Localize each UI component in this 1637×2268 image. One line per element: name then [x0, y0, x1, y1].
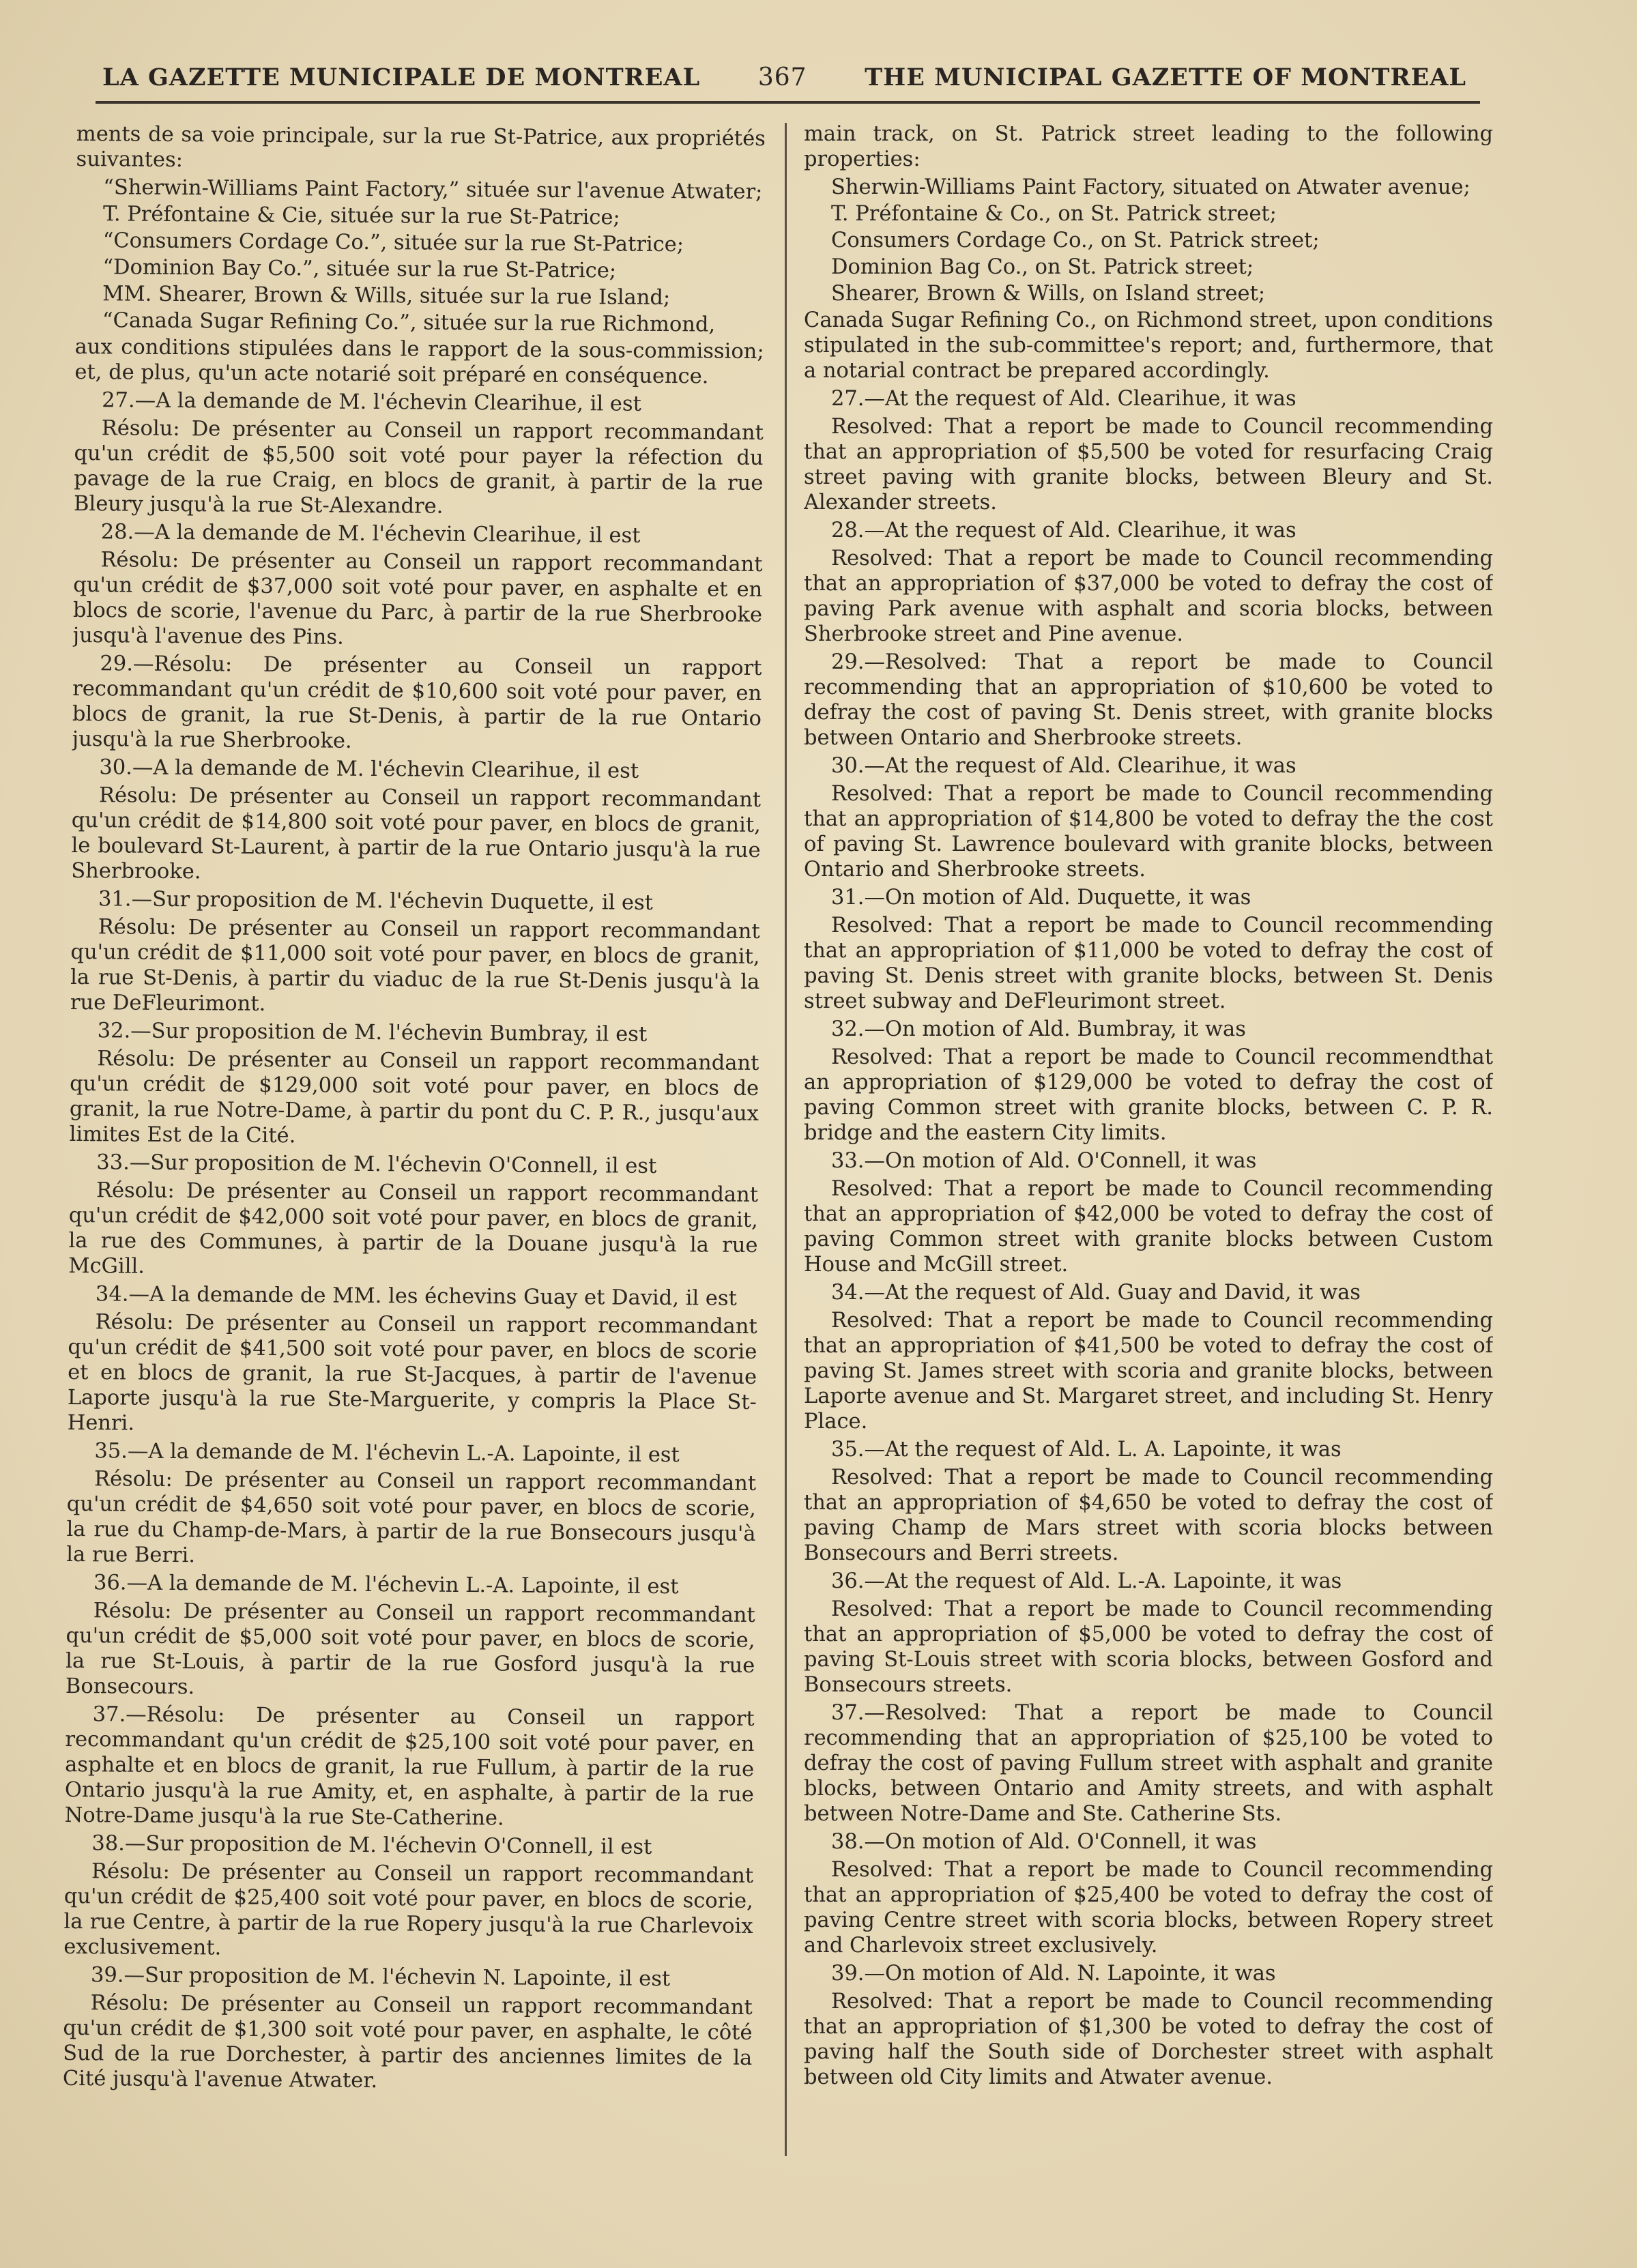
- paragraph: Résolu: De présenter au Conseil un rapport recommandant qu'un crédit de $11,000 soit voté pour paver, en blocs de granit, la rue St-Denis, à partir du viaduc de la rue St-Denis jusqu'à la rue DeFleurimont.: [70, 915, 760, 1016]
- paragraph: Shearer, Brown & Wills, on Island street;: [831, 282, 1266, 306]
- paragraph: Resolved: That a report be made to Council recommending that an appropriation of $41,500 be voted to defray the cost of paving St. James street with scoria and granite blocks, between Laporte avenue and St. Margaret street, and including St. Henry Place.: [804, 1309, 1493, 1434]
- paragraph: Résolu: De présenter au Conseil un rapport recommandant qu'un crédit de $129,000 soit voté pour paver, en blocs de granit, la rue Notre-Dame, à partir du pont du C. P. R., jusqu'aux limites Est de la Cité.: [69, 1047, 759, 1148]
- paragraph: aux conditions stipulées dans le rapport de la sous-commission; et, de plus, qu'un acte notarié soit préparé en conséquence.: [74, 334, 764, 389]
- page-header: [102, 56, 1466, 98]
- paragraph: “Canada Sugar Refining Co.”, située sur la rue Richmond,: [102, 308, 716, 337]
- paragraph: Sherwin-Williams Paint Factory, situated on Atwater avenue;: [831, 175, 1471, 199]
- paragraph: 36.—At the request of Ald. L.-A. Lapointe, it was: [831, 1569, 1342, 1593]
- header-right-title: THE MUNICIPAL GAZETTE OF MONTREAL: [865, 63, 1466, 91]
- paragraph: 37.—Resolved: That a report be made to Council recommending that an appropriation of $25,100 be voted to defray the cost of paving Fullum street with asphalt and granite blocks, between Ontario and Amity streets, and with asphalt between Notre-Dame and Ste. Catherine Sts.: [804, 1701, 1493, 1826]
- paragraph: Résolu: De présenter au Conseil un rapport recommandant qu'un crédit de $5,000 soit voté pour paver, en blocs de scorie, la rue St-Louis, à partir de la rue Gosford jusqu'à la rue Bonsecours.: [65, 1599, 755, 1700]
- paragraph: 38.—Sur proposition de M. l'échevin O'Connell, il est: [91, 1831, 652, 1859]
- paragraph: 29.—Résolu: De présenter au Conseil un rapport recommandant qu'un crédit de $10,600 soit voté pour paver, en blocs de granit, la rue St-Denis, à partir de la rue Ontario jusqu'à la rue Sherbrooke.: [72, 652, 762, 753]
- paragraph: “Dominion Bay Co.”, située sur la rue St-Patrice;: [102, 255, 617, 283]
- paragraph: 30.—A la demande de M. l'échevin Clearihue, il est: [99, 755, 639, 783]
- paragraph: Resolved: That a report be made to Council recommending that an appropriation of $5,500 be voted for resurfacing Craig street paving with granite blocks, between Bleury and St. Alexander streets.: [804, 415, 1493, 514]
- paragraph: Résolu: De présenter au Conseil un rapport recommandant qu'un crédit de $25,400 soit voté pour paver, en blocs de scorie, la rue Centre, à partir de la rue Ropery jusqu'à la rue Charlevoix exclusivement.: [63, 1859, 754, 1960]
- paragraph: T. Préfontaine & Cie, située sur la rue St-Patrice;: [102, 202, 620, 230]
- paragraph: 37.—Résolu: De présenter au Conseil un rapport recommandant qu'un crédit de $25,100 soit voté pour paver, en asphalte et en blocs de granit, la rue Fullum, à partir de la rue Ontario jusqu'à la rue Amity, et, en asphalte, à partir de la rue Notre-Dame jusqu'à la rue Ste-Catherine.: [64, 1702, 755, 1831]
- paragraph: 32.—Sur proposition de M. l'échevin Bumbray, il est: [97, 1019, 648, 1047]
- paragraph: “Sherwin-Williams Paint Factory,” située sur l'avenue Atwater;: [103, 175, 763, 205]
- paragraph: 39.—Sur proposition de M. l'échevin N. Lapointe, il est: [90, 1963, 671, 1992]
- paragraph: 30.—At the request of Ald. Clearihue, it was: [831, 754, 1296, 778]
- paragraph: 33.—On motion of Ald. O'Connell, it was: [831, 1149, 1257, 1173]
- paragraph: 35.—At the request of Ald. L. A. Lapointe, it was: [831, 1438, 1342, 1462]
- paragraph: Consumers Cordage Co., on St. Patrick street;: [831, 229, 1320, 252]
- paragraph: 39.—On motion of Ald. N. Lapointe, it was: [831, 1962, 1276, 1986]
- paragraph: Resolved: That a report be made to Council recommending that an appropriation of $42,000 be voted to defray the cost of paving Common street with granite blocks between Custom House and McGill street.: [804, 1177, 1493, 1277]
- french-column: [62, 121, 766, 2187]
- paragraph: Resolved: That a report be made to Council recommending that an appropriation of $4,650 be voted to defray the cost of paving Champ de Mars street with scoria blocks between Bonsecours and Berri streets.: [804, 1466, 1493, 1565]
- paragraph: Dominion Bag Co., on St. Patrick street;: [831, 255, 1254, 279]
- header-rule: [96, 101, 1480, 104]
- paragraph: 31.—On motion of Ald. Duquette, it was: [831, 886, 1251, 910]
- paragraph: Résolu: De présenter au Conseil un rapport recommandant qu'un crédit de $1,300 soit voté pour paver, en asphalte, le côté Sud de la rue Dorchester, à partir des anciennes limites de la Cité jusqu'à l'avenue Atwater.: [62, 1991, 753, 2093]
- paragraph: Résolu: De présenter au Conseil un rapport recommandant qu'un crédit de $4,650 soit voté pour paver, en blocs de scorie, la rue du Champ-de-Mars, à partir de la rue Bonsecours jusqu'à la rue Berri.: [66, 1467, 757, 1568]
- paragraph: Canada Sugar Refining Co., on Richmond street, upon conditions stipulated in the sub-committee's report; and, furthermore, that a notarial contract be prepared accordingly.: [804, 308, 1493, 383]
- paragraph: 36.—A la demande de M. l'échevin L.-A. Lapointe, il est: [93, 1571, 679, 1599]
- paragraph: 28.—A la demande de M. l'échevin Clearihue, il est: [100, 520, 641, 548]
- paragraph: “Consumers Cordage Co.”, située sur la rue St-Patrice;: [102, 229, 684, 257]
- paragraph: 33.—Sur proposition de M. l'échevin O'Connell, il est: [96, 1150, 657, 1178]
- paragraph: 31.—Sur proposition de M. l'échevin Duquette, il est: [98, 887, 654, 915]
- paragraph: Résolu: De présenter au Conseil un rapport recommandant qu'un crédit de $37,000 soit voté pour paver, en asphalte et en blocs de scorie, l'avenue du Parc, à partir de la rue Sherbrooke jusqu'à l'avenue des Pins.: [72, 548, 763, 650]
- paragraph: main track, on St. Patrick street leading to the following properties:: [804, 122, 1493, 171]
- paragraph: Resolved: That a report be made to Council recommending that an appropriation of $25,400 be voted to defray the cost of paving Centre street with scoria blocks, between Ropery street and Charlevoix street exclusively.: [804, 1858, 1493, 1958]
- english-column: [804, 121, 1493, 2182]
- paragraph: Résolu: De présenter au Conseil un rapport recommandant qu'un crédit de $5,500 soit voté pour payer la réfection du pavage de la rue Craig, en blocs de granit, à partir de la rue Bleury jusqu'à la rue St-Alexandre.: [73, 416, 764, 519]
- paragraph: 38.—On motion of Ald. O'Connell, it was: [831, 1830, 1257, 1854]
- paragraph: MM. Shearer, Brown & Wills, située sur la rue Island;: [102, 282, 671, 310]
- paragraph: Resolved: That a report be made to Council recommending that an appropriation of $14,800 be voted to defray the the cost of paving St. Lawrence boulevard with granite blocks, between Ontario and Sherbrooke streets.: [804, 782, 1493, 882]
- paragraph: 28.—At the request of Ald. Clearihue, it was: [831, 519, 1296, 542]
- paragraph: 35.—A la demande de M. l'échevin L.-A. Lapointe, il est: [94, 1439, 680, 1468]
- paragraph: Resolved: That a report be made to Council recommending that an appropriation of $1,300 be voted to defray the cost of paving half the South side of Dorchester street with asphalt between old City limits and Atwater avenue.: [804, 1990, 1493, 2089]
- paragraph: 27.—At the request of Ald. Clearihue, it was: [831, 387, 1296, 411]
- header-left-title: LA GAZETTE MUNICIPALE DE MONTREAL: [102, 63, 701, 91]
- paragraph: Resolved: That a report be made to Council recommendthat an appropriation of $129,000 be voted to defray the cost of paving Common street with granite blocks, between C. P. R. bridge and the eastern City limits.: [804, 1045, 1493, 1145]
- paragraph: Résolu: De présenter au Conseil un rapport recommandant qu'un crédit de $41,500 soit voté pour paver, en blocs de scorie et en blocs de granit, la rue St-Jacques, à partir de l'avenue Laporte jusqu'à la rue Ste-Marguerite, y compris la Place St-Henri.: [67, 1310, 757, 1436]
- paragraph: Resolved: That a report be made to Council recommending that an appropriation of $37,000 be voted to defray the cost of paving Park avenue with asphalt and scoria blocks, between Sherbrooke street and Pine avenue.: [804, 547, 1493, 646]
- paragraph: 34.—At the request of Ald. Guay and David, it was: [831, 1281, 1361, 1305]
- paragraph: ments de sa voie principale, sur la rue St-Patrice, aux propriétés suivantes:: [76, 121, 766, 173]
- paragraph: 27.—A la demande de M. l'échevin Clearihue, il est: [102, 388, 641, 416]
- paragraph: Resolved: That a report be made to Council recommending that an appropriation of $11,000 be voted to defray the cost of paving St. Denis street with granite blocks, between St. Denis street subway and DeFleurimont street.: [804, 914, 1493, 1013]
- paragraph: 34.—A la demande de MM. les échevins Guay et David, il est: [95, 1282, 737, 1311]
- paragraph: Résolu: De présenter au Conseil un rapport recommandant qu'un crédit de $42,000 soit voté pour paver, en blocs de granit, la rue des Communes, à partir de la Douane jusqu'à la rue McGill.: [68, 1178, 759, 1279]
- paragraph: Résolu: De présenter au Conseil un rapport recommandant qu'un crédit de $14,800 soit voté pour paver, en blocs de granit, le boulevard St-Laurent, à partir de la rue Ontario jusqu'à la rue Sherbrooke.: [71, 783, 762, 884]
- paragraph: 32.—On motion of Ald. Bumbray, it was: [831, 1017, 1246, 1041]
- paragraph: 29.—Resolved: That a report be made to Council recommending that an appropriation of $10,600 be voted to defray the cost of paving St. Denis street, with granite blocks between Ontario and Sherbrooke streets.: [804, 650, 1493, 750]
- page-number: 367: [757, 63, 807, 91]
- paragraph: T. Préfontaine & Co., on St. Patrick street;: [831, 202, 1277, 226]
- column-divider: [785, 123, 787, 2156]
- paragraph: Resolved: That a report be made to Council recommending that an appropriation of $5,000 be voted to defray the cost of paving St-Louis street with scoria blocks, between Gosford and Bonsecours streets.: [804, 1597, 1493, 1697]
